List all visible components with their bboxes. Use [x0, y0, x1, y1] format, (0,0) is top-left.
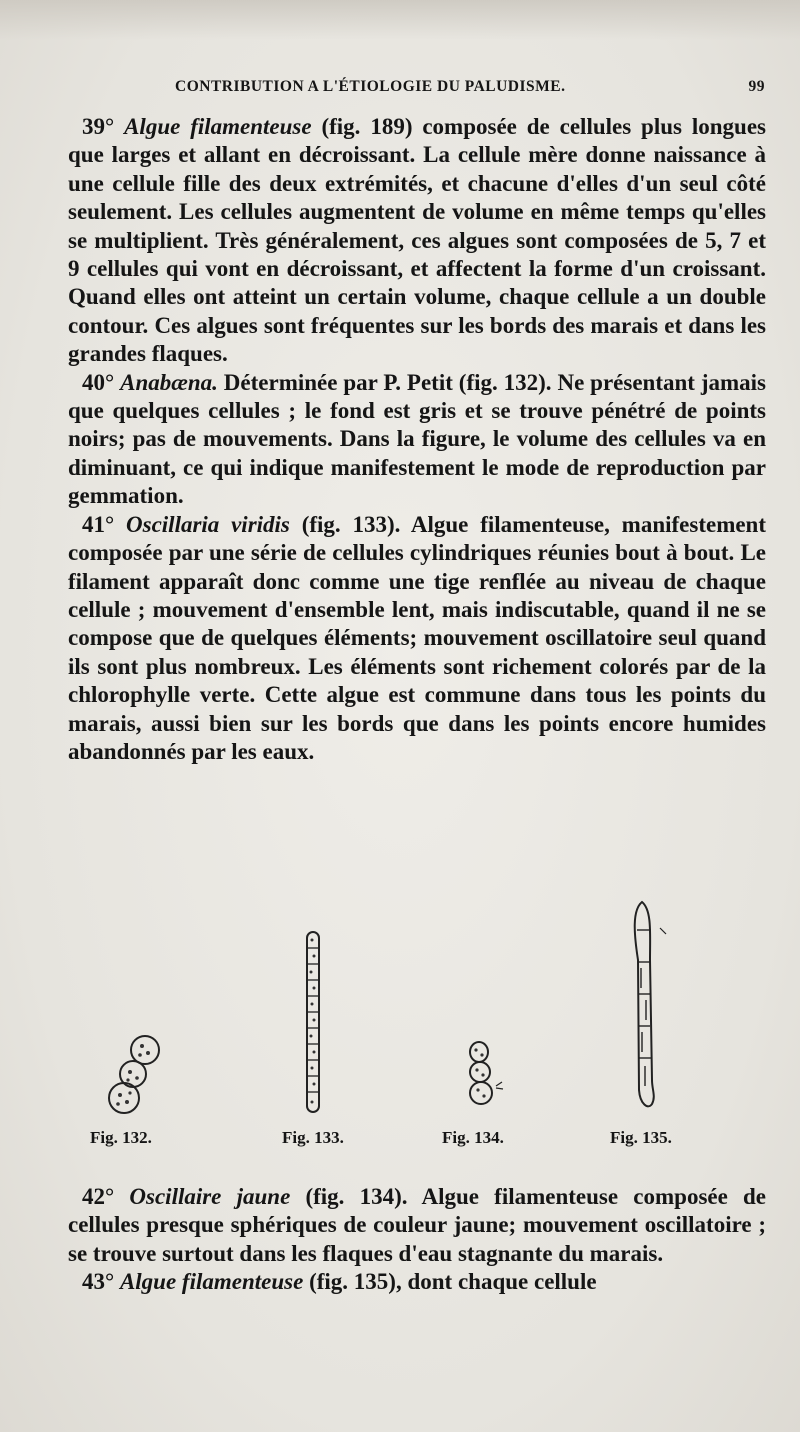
header-title: CONTRIBUTION A L'ÉTIOLOGIE DU PALUDISME. — [175, 78, 566, 95]
species-name: Oscillaria viridis — [126, 511, 290, 537]
fig-132-caption: Fig. 132. — [90, 1128, 152, 1147]
fig-134-drawing — [470, 1042, 503, 1104]
paragraph-text: Déterminée par P. Petit (fig. 132). Ne présentant jamais que quelques cellules ; le fond est gris et se trouve pénétré de points noirs; pas de mouvements. Dans la figure, le volume des cellules va en diminuant, ce qui indique manifestement le mode de reproduction par gemmation. — [68, 369, 766, 509]
figure-plate — [90, 890, 730, 1150]
paragraph-40 — [68, 369, 766, 511]
paragraph-41 — [68, 511, 766, 767]
paragraph-number: 41° — [82, 511, 115, 537]
paragraph-number: 39° — [82, 114, 115, 139]
paragraph-text: (fig. 134). Algue filamenteuse composée de cellules presque sphériques de couleur jaune; mouvement oscillatoire ; se trouve surtout dans les flaques d'eau stagnante du marais. — [68, 1184, 767, 1266]
fig-135-drawing — [635, 902, 666, 1106]
species-name: Oscillaire jaune — [129, 1184, 291, 1209]
body-text-top — [68, 113, 766, 766]
paragraph-text: (fig. 133). Algue filamenteuse, manifestement composée par une série de cellules cylindriques réunies bout à bout. Le filament apparaît donc comme une tige renflée au niveau de chaque cellule ; mouvement d'ensemble lent, mais indiscutable, quand il ne se compose que de quelques éléments; mouvement oscillatoire seul quand ils sont plus nombreux. Les éléments sont richement colorés par de la chlorophylle verte. Cette algue est commune dans tous les points du marais, aussi bien sur les bords que dans les points encore humides abandonnés par les eaux. — [68, 511, 767, 764]
page-top-shadow — [0, 0, 800, 40]
fig-133-caption: Fig. 133. — [282, 1128, 344, 1147]
body-text-bottom — [68, 1183, 766, 1297]
page-number: 99 — [748, 78, 765, 95]
running-header — [175, 78, 765, 104]
paragraph-text: (fig. 189) composée de cellules plus longues que larges et allant en décroissant. La cellule mère donne naissance à une cellule fille des deux extrémités, et chacune d'elles d'un seul côté seulement. Les cellules augmentent de volume en même temps qu'elles se multiplient. Très généralement, ces algues sont composées de 5, 7 et 9 cellules qui vont en décroissant, et affectent la forme d'un croissant. Quand elles ont atteint un certain volume, chaque cellule a un double contour. Ces algues sont fréquentes sur les bords des marais et dans les grandes flaques. — [68, 114, 766, 367]
paragraph-text: (fig. 135), dont chaque cellule — [303, 1269, 597, 1295]
paragraph-39 — [68, 113, 766, 369]
fig-132-drawing — [109, 1036, 159, 1113]
paragraph-number: 43° — [82, 1269, 115, 1295]
fig-134-caption: Fig. 134. — [442, 1128, 504, 1147]
paragraph-number: 42° — [82, 1184, 115, 1209]
species-name: Algue filamenteuse — [124, 114, 312, 139]
paragraph-43 — [68, 1268, 766, 1296]
fig-135-caption: Fig. 135. — [610, 1128, 672, 1147]
fig-133-drawing — [307, 932, 319, 1112]
paragraph-number: 40° — [82, 369, 115, 395]
figure-drawings — [90, 890, 730, 1130]
species-name: Algue filamenteuse — [119, 1269, 304, 1295]
species-name: Anabæna. — [120, 369, 218, 395]
paragraph-42 — [68, 1183, 766, 1268]
